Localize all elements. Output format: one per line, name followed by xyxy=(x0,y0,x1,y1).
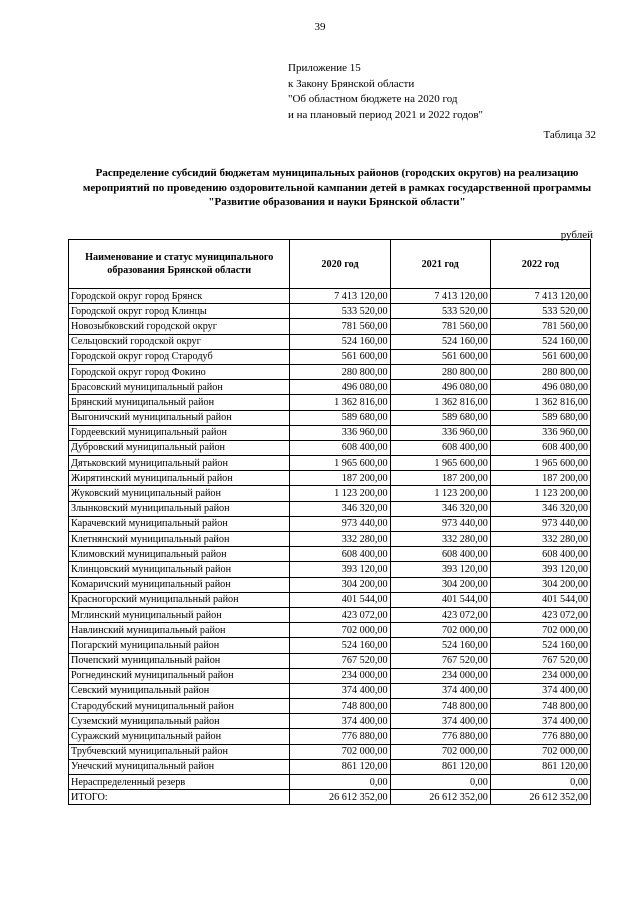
header-municipality: Наименование и статус муниципального образования Брянской области xyxy=(69,240,290,289)
cell-amount-2022: 1 123 200,00 xyxy=(490,486,590,501)
cell-amount-2022: 280 800,00 xyxy=(490,364,590,379)
table-row xyxy=(69,304,591,319)
table-row xyxy=(69,380,591,395)
subsidy-table xyxy=(68,239,591,805)
cell-amount-2022: 776 880,00 xyxy=(490,729,590,744)
cell-municipality: Клетнянский муниципальный район xyxy=(69,532,290,547)
cell-amount-2020: 346 320,00 xyxy=(290,501,390,516)
cell-municipality: Брасовский муниципальный район xyxy=(69,380,290,395)
cell-amount-2022: 26 612 352,00 xyxy=(490,790,590,805)
cell-municipality: Жирятинский муниципальный район xyxy=(69,471,290,486)
cell-municipality: ИТОГО: xyxy=(69,790,290,805)
cell-amount-2020: 496 080,00 xyxy=(290,380,390,395)
cell-municipality: Почепский муниципальный район xyxy=(69,653,290,668)
cell-amount-2020: 280 800,00 xyxy=(290,364,390,379)
cell-amount-2022: 748 800,00 xyxy=(490,699,590,714)
cell-amount-2022: 496 080,00 xyxy=(490,380,590,395)
cell-amount-2021: 589 680,00 xyxy=(390,410,490,425)
cell-amount-2020: 336 960,00 xyxy=(290,425,390,440)
cell-amount-2021: 496 080,00 xyxy=(390,380,490,395)
cell-amount-2021: 0,00 xyxy=(390,775,490,790)
cell-amount-2021: 861 120,00 xyxy=(390,759,490,774)
cell-municipality: Комаричский муниципальный район xyxy=(69,577,290,592)
cell-amount-2021: 524 160,00 xyxy=(390,334,490,349)
cell-amount-2020: 374 400,00 xyxy=(290,714,390,729)
cell-amount-2021: 346 320,00 xyxy=(390,501,490,516)
table-row xyxy=(69,395,591,410)
cell-amount-2021: 280 800,00 xyxy=(390,364,490,379)
table-row xyxy=(69,319,591,334)
cell-amount-2022: 374 400,00 xyxy=(490,714,590,729)
table-row xyxy=(69,516,591,531)
table-row xyxy=(69,592,591,607)
table-row xyxy=(69,790,591,805)
cell-municipality: Жуковский муниципальный район xyxy=(69,486,290,501)
cell-amount-2020: 26 612 352,00 xyxy=(290,790,390,805)
cell-amount-2022: 767 520,00 xyxy=(490,653,590,668)
cell-amount-2022: 0,00 xyxy=(490,775,590,790)
cell-amount-2022: 589 680,00 xyxy=(490,410,590,425)
table-row xyxy=(69,349,591,364)
cell-municipality: Нераспределенный резерв xyxy=(69,775,290,790)
table-row xyxy=(69,532,591,547)
cell-amount-2022: 608 400,00 xyxy=(490,547,590,562)
cell-amount-2022: 973 440,00 xyxy=(490,516,590,531)
table-row xyxy=(69,638,591,653)
table-row xyxy=(69,425,591,440)
cell-amount-2021: 336 960,00 xyxy=(390,425,490,440)
cell-municipality: Севский муниципальный район xyxy=(69,683,290,698)
cell-amount-2022: 1 965 600,00 xyxy=(490,456,590,471)
cell-amount-2021: 702 000,00 xyxy=(390,744,490,759)
cell-amount-2021: 781 560,00 xyxy=(390,319,490,334)
cell-amount-2021: 304 200,00 xyxy=(390,577,490,592)
table-row xyxy=(69,653,591,668)
table-row xyxy=(69,501,591,516)
table-row xyxy=(69,699,591,714)
cell-municipality: Навлинский муниципальный район xyxy=(69,623,290,638)
cell-amount-2020: 304 200,00 xyxy=(290,577,390,592)
table-row xyxy=(69,547,591,562)
table-row xyxy=(69,775,591,790)
cell-municipality: Клинцовский муниципальный район xyxy=(69,562,290,577)
table-row xyxy=(69,440,591,455)
cell-amount-2021: 767 520,00 xyxy=(390,653,490,668)
cell-amount-2020: 767 520,00 xyxy=(290,653,390,668)
cell-amount-2020: 524 160,00 xyxy=(290,638,390,653)
table-row xyxy=(69,364,591,379)
cell-amount-2021: 374 400,00 xyxy=(390,683,490,698)
cell-amount-2020: 423 072,00 xyxy=(290,607,390,622)
cell-amount-2022: 304 200,00 xyxy=(490,577,590,592)
table-row xyxy=(69,744,591,759)
cell-amount-2022: 608 400,00 xyxy=(490,440,590,455)
table-header-row xyxy=(69,240,591,289)
table-row xyxy=(69,289,591,304)
document-title: Распределение субсидий бюджетам муниципальных районов (городских округов) на реализацию мероприятий по проведению оздоровительной кампании детей в рамках государственной программы "Развитие образования и науки Брянской области" xyxy=(82,167,592,208)
cell-municipality: Дятьковский муниципальный район xyxy=(69,456,290,471)
cell-amount-2022: 524 160,00 xyxy=(490,334,590,349)
cell-amount-2020: 1 362 816,00 xyxy=(290,395,390,410)
cell-amount-2022: 861 120,00 xyxy=(490,759,590,774)
cell-amount-2021: 702 000,00 xyxy=(390,623,490,638)
cell-amount-2022: 702 000,00 xyxy=(490,744,590,759)
cell-municipality: Городской округ город Брянск xyxy=(69,289,290,304)
cell-amount-2022: 7 413 120,00 xyxy=(490,289,590,304)
cell-amount-2020: 1 123 200,00 xyxy=(290,486,390,501)
cell-amount-2021: 423 072,00 xyxy=(390,607,490,622)
cell-amount-2022: 561 600,00 xyxy=(490,349,590,364)
table-row xyxy=(69,623,591,638)
cell-amount-2020: 524 160,00 xyxy=(290,334,390,349)
cell-municipality: Унечский муниципальный район xyxy=(69,759,290,774)
cell-amount-2021: 1 965 600,00 xyxy=(390,456,490,471)
cell-amount-2021: 374 400,00 xyxy=(390,714,490,729)
table-row xyxy=(69,486,591,501)
cell-amount-2020: 1 965 600,00 xyxy=(290,456,390,471)
cell-amount-2021: 7 413 120,00 xyxy=(390,289,490,304)
cell-amount-2021: 748 800,00 xyxy=(390,699,490,714)
cell-municipality: Суземский муниципальный район xyxy=(69,714,290,729)
cell-amount-2022: 393 120,00 xyxy=(490,562,590,577)
appendix-line: и на плановый период 2021 и 2022 годов" xyxy=(288,108,484,121)
cell-amount-2021: 401 544,00 xyxy=(390,592,490,607)
cell-amount-2022: 1 362 816,00 xyxy=(490,395,590,410)
cell-municipality: Суражский муниципальный район xyxy=(69,729,290,744)
table-row xyxy=(69,471,591,486)
cell-amount-2022: 346 320,00 xyxy=(490,501,590,516)
cell-municipality: Новозыбковский городской округ xyxy=(69,319,290,334)
cell-amount-2022: 234 000,00 xyxy=(490,668,590,683)
cell-amount-2021: 524 160,00 xyxy=(390,638,490,653)
cell-municipality: Трубчевский муниципальный район xyxy=(69,744,290,759)
cell-municipality: Погарский муниципальный район xyxy=(69,638,290,653)
cell-amount-2020: 0,00 xyxy=(290,775,390,790)
cell-amount-2020: 776 880,00 xyxy=(290,729,390,744)
header-2021: 2021 год xyxy=(390,240,490,289)
cell-amount-2021: 608 400,00 xyxy=(390,440,490,455)
cell-municipality: Городской округ город Стародуб xyxy=(69,349,290,364)
table-row xyxy=(69,729,591,744)
cell-amount-2022: 336 960,00 xyxy=(490,425,590,440)
table-row xyxy=(69,759,591,774)
cell-amount-2020: 781 560,00 xyxy=(290,319,390,334)
cell-amount-2020: 393 120,00 xyxy=(290,562,390,577)
cell-amount-2022: 524 160,00 xyxy=(490,638,590,653)
units-label: рублей xyxy=(560,229,593,241)
table-body xyxy=(69,289,591,805)
cell-amount-2021: 187 200,00 xyxy=(390,471,490,486)
cell-municipality: Карачевский муниципальный район xyxy=(69,516,290,531)
cell-amount-2021: 973 440,00 xyxy=(390,516,490,531)
table-row xyxy=(69,334,591,349)
cell-amount-2022: 187 200,00 xyxy=(490,471,590,486)
cell-amount-2020: 702 000,00 xyxy=(290,623,390,638)
cell-amount-2021: 561 600,00 xyxy=(390,349,490,364)
appendix-line: к Закону Брянской области xyxy=(288,77,415,90)
cell-amount-2020: 973 440,00 xyxy=(290,516,390,531)
cell-amount-2020: 332 280,00 xyxy=(290,532,390,547)
header-2020: 2020 год xyxy=(290,240,390,289)
cell-amount-2020: 374 400,00 xyxy=(290,683,390,698)
cell-amount-2022: 401 544,00 xyxy=(490,592,590,607)
cell-municipality: Выгоничский муниципальный район xyxy=(69,410,290,425)
table-row xyxy=(69,607,591,622)
cell-amount-2020: 702 000,00 xyxy=(290,744,390,759)
cell-amount-2020: 187 200,00 xyxy=(290,471,390,486)
cell-amount-2021: 1 362 816,00 xyxy=(390,395,490,410)
cell-amount-2021: 533 520,00 xyxy=(390,304,490,319)
table-row xyxy=(69,683,591,698)
cell-amount-2021: 776 880,00 xyxy=(390,729,490,744)
cell-amount-2022: 374 400,00 xyxy=(490,683,590,698)
cell-amount-2022: 423 072,00 xyxy=(490,607,590,622)
cell-amount-2020: 234 000,00 xyxy=(290,668,390,683)
cell-municipality: Городской округ город Клинцы xyxy=(69,304,290,319)
cell-municipality: Гордеевский муниципальный район xyxy=(69,425,290,440)
cell-amount-2020: 748 800,00 xyxy=(290,699,390,714)
cell-amount-2021: 332 280,00 xyxy=(390,532,490,547)
cell-municipality: Красногорский муниципальный район xyxy=(69,592,290,607)
table-row xyxy=(69,714,591,729)
cell-amount-2020: 589 680,00 xyxy=(290,410,390,425)
cell-amount-2020: 608 400,00 xyxy=(290,440,390,455)
table-row xyxy=(69,456,591,471)
appendix-line: "Об областном бюджете на 2020 год xyxy=(288,93,458,105)
appendix-line: Приложение 15 xyxy=(288,62,361,74)
header-2022: 2022 год xyxy=(490,240,590,289)
table-label: Таблица 32 xyxy=(543,129,596,141)
cell-amount-2020: 861 120,00 xyxy=(290,759,390,774)
cell-municipality: Рогнединский муниципальный район xyxy=(69,668,290,683)
table-row xyxy=(69,577,591,592)
cell-amount-2021: 608 400,00 xyxy=(390,547,490,562)
cell-amount-2021: 26 612 352,00 xyxy=(390,790,490,805)
cell-municipality: Дубровский муниципальный район xyxy=(69,440,290,455)
appendix-block xyxy=(288,61,483,123)
cell-municipality: Климовский муниципальный район xyxy=(69,547,290,562)
cell-municipality: Городской округ город Фокино xyxy=(69,364,290,379)
cell-amount-2020: 401 544,00 xyxy=(290,592,390,607)
cell-municipality: Сельцовский городской округ xyxy=(69,334,290,349)
page-number: 39 xyxy=(314,21,326,33)
cell-municipality: Брянский муниципальный район xyxy=(69,395,290,410)
cell-amount-2020: 561 600,00 xyxy=(290,349,390,364)
cell-amount-2022: 533 520,00 xyxy=(490,304,590,319)
table-row xyxy=(69,562,591,577)
cell-amount-2020: 7 413 120,00 xyxy=(290,289,390,304)
cell-amount-2022: 332 280,00 xyxy=(490,532,590,547)
cell-municipality: Злынковский муниципальный район xyxy=(69,501,290,516)
cell-amount-2022: 781 560,00 xyxy=(490,319,590,334)
table-row xyxy=(69,410,591,425)
cell-amount-2020: 533 520,00 xyxy=(290,304,390,319)
table-row xyxy=(69,668,591,683)
cell-amount-2021: 234 000,00 xyxy=(390,668,490,683)
cell-municipality: Мглинский муниципальный район xyxy=(69,607,290,622)
cell-amount-2021: 1 123 200,00 xyxy=(390,486,490,501)
cell-municipality: Стародубский муниципальный район xyxy=(69,699,290,714)
cell-amount-2020: 608 400,00 xyxy=(290,547,390,562)
cell-amount-2022: 702 000,00 xyxy=(490,623,590,638)
cell-amount-2021: 393 120,00 xyxy=(390,562,490,577)
